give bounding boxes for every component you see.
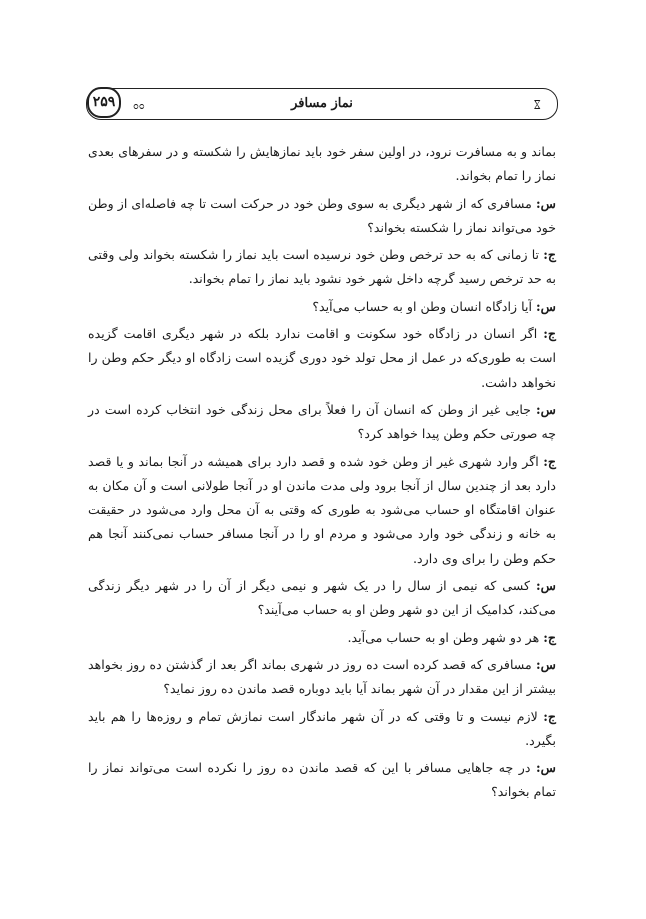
answer-label: ج: (543, 453, 556, 469)
answer-text: تا زمانی که به حد ترخص وطن خود نرسیده است باید نماز را شکسته بخواند ولی وقتی به حد ترخص رسید گرچه داخل شهر خود نشود باید نماز را تمام بخواند. (88, 247, 556, 287)
answer-label: ج: (543, 247, 556, 263)
answer-label: ج: (543, 708, 556, 724)
answer-text: هر دو شهر وطن او به حساب می‌آید. (347, 629, 544, 645)
question-label: س: (535, 578, 556, 594)
question (88, 756, 556, 805)
question-label: س: (535, 656, 556, 672)
question-text: کسی که نیمی از سال را در یک شهر و نیمی دیگر از آن را در شهر دیگر زندگی می‌کند، کدامیک از این دو شهر وطن او به حساب می‌آیند؟ (88, 578, 556, 618)
question-label: س: (535, 298, 556, 314)
question-text: در چه جاهایی مسافر با این که قصد ماندن ده روز را نکرده است می‌تواند نماز را تمام بخواند؟ (88, 760, 556, 800)
question-text: مسافری که از شهر دیگری به سوی وطن خود در حرکت است تا چه فاصله‌ای از وطن خود می‌تواند نماز را شکسته بخواند؟ (88, 195, 556, 235)
question-text: آیا زادگاه انسان وطن او به حساب می‌آید؟ (312, 298, 536, 314)
answer (88, 243, 556, 292)
page-number: ۲۵۹ (87, 87, 121, 118)
page-title: نماز مسافر (291, 96, 353, 111)
paragraph (88, 140, 556, 189)
question-label: س: (535, 760, 556, 776)
question-text: جایی غیر از وطن که انسان آن را فعلاً برای محل زندگی خود انتخاب کرده است در چه صورتی حکم وطن پیدا خواهد کرد؟ (88, 401, 556, 442)
ornament-left-icon: ೲ (133, 95, 145, 113)
answer-text: لازم نیست و تا وقتی که در آن شهر ماندگار است نمازش تمام و روزه‌ها را هم باید بگیرد. (88, 708, 556, 748)
answer-label: ج: (543, 326, 556, 342)
ornament-right-icon: ೱ (533, 95, 541, 113)
answer-text: اگر انسان در زادگاه خود سکونت و اقامت ندارد بلکه در شهر دیگری اقامت گزیده است به طوری‌که در عمل از محل تولد خود دوری گزیده است زادگاه او دیگر حکم وطن را نخواهد داشت. (88, 326, 556, 390)
answer-label: ج: (543, 629, 556, 645)
page-header (86, 88, 558, 120)
question (88, 398, 556, 447)
question (88, 653, 556, 702)
question-label: س: (535, 195, 556, 211)
paragraph-text: بماند و به مسافرت نرود، در اولین سفر خود باید نمازهایش را شکسته و در سفرهای بعدی نماز را تمام بخواند. (88, 144, 556, 184)
question-label: س: (535, 401, 556, 417)
question (88, 192, 556, 241)
question-text: مسافری که قصد کرده است ده روز در شهری بماند اگر بعد از گذشتن ده روز بخواهد بیشتر از این مقدار در آن شهر بماند آیا باید دوباره قصد ماندن ده روز نماید؟ (88, 656, 556, 697)
page-body (88, 140, 556, 808)
answer-text: اگر وارد شهری غیر از وطن خود شده و قصد دارد برای همیشه در آنجا بماند و یا قصد دارد بعد از چندین سال از آنجا برود ولی مدت ماندن او در آنجا طولانی است و آن مکان به عنوان اقامتگاه او حساب می‌شود به طوری که وقتی به آن محل وارد می‌شود در حقیقت به خانه و زندگی خود وارد می‌شود و مردم او را در آنجا مسافر حساب نمی‌کنند آنجا هم حکم وطن را برای وی دارد. (88, 453, 556, 566)
question (88, 574, 556, 623)
answer (88, 626, 556, 650)
answer (88, 450, 556, 571)
answer (88, 705, 556, 754)
question (88, 295, 556, 319)
answer (88, 322, 556, 395)
